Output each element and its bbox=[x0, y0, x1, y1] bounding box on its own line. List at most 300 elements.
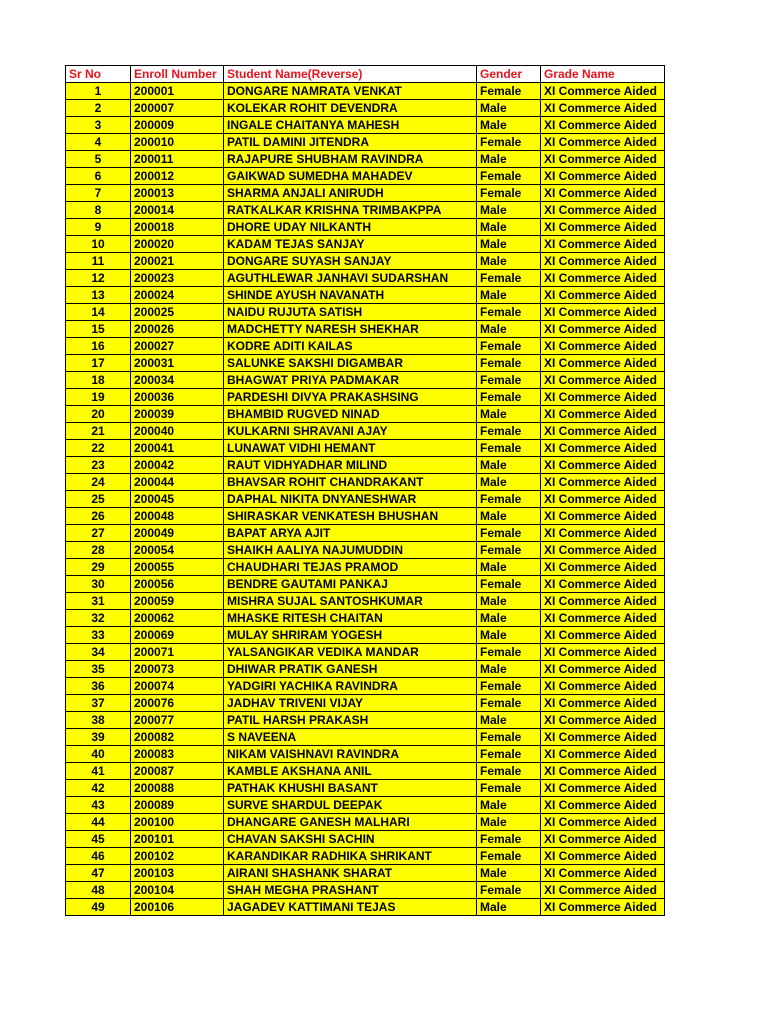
cell-grade-name: XI Commerce Aided bbox=[541, 712, 665, 729]
cell-enroll-number: 200020 bbox=[131, 236, 224, 253]
cell-sr-no: 16 bbox=[66, 338, 131, 355]
cell-gender: Female bbox=[477, 729, 541, 746]
cell-grade-name: XI Commerce Aided bbox=[541, 372, 665, 389]
cell-enroll-number: 200103 bbox=[131, 865, 224, 882]
cell-gender: Male bbox=[477, 202, 541, 219]
cell-student-name: BENDRE GAUTAMI PANKAJ bbox=[224, 576, 477, 593]
cell-student-name: PATHAK KHUSHI BASANT bbox=[224, 780, 477, 797]
table-row bbox=[66, 627, 665, 644]
cell-enroll-number: 200062 bbox=[131, 610, 224, 627]
table-row bbox=[66, 525, 665, 542]
cell-student-name: NIKAM VAISHNAVI RAVINDRA bbox=[224, 746, 477, 763]
cell-student-name: BAPAT ARYA AJIT bbox=[224, 525, 477, 542]
cell-grade-name: XI Commerce Aided bbox=[541, 559, 665, 576]
table-row bbox=[66, 576, 665, 593]
cell-gender: Female bbox=[477, 746, 541, 763]
table-row bbox=[66, 100, 665, 117]
cell-gender: Female bbox=[477, 185, 541, 202]
cell-grade-name: XI Commerce Aided bbox=[541, 100, 665, 117]
cell-gender: Female bbox=[477, 882, 541, 899]
table-row bbox=[66, 134, 665, 151]
cell-gender: Female bbox=[477, 848, 541, 865]
cell-gender: Female bbox=[477, 695, 541, 712]
cell-student-name: CHAUDHARI TEJAS PRAMOD bbox=[224, 559, 477, 576]
cell-enroll-number: 200083 bbox=[131, 746, 224, 763]
cell-enroll-number: 200025 bbox=[131, 304, 224, 321]
cell-grade-name: XI Commerce Aided bbox=[541, 576, 665, 593]
cell-enroll-number: 200104 bbox=[131, 882, 224, 899]
cell-enroll-number: 200041 bbox=[131, 440, 224, 457]
cell-enroll-number: 200045 bbox=[131, 491, 224, 508]
cell-student-name: GAIKWAD SUMEDHA MAHADEV bbox=[224, 168, 477, 185]
cell-sr-no: 36 bbox=[66, 678, 131, 695]
cell-gender: Male bbox=[477, 627, 541, 644]
cell-grade-name: XI Commerce Aided bbox=[541, 678, 665, 695]
cell-student-name: MISHRA SUJAL SANTOSHKUMAR bbox=[224, 593, 477, 610]
cell-sr-no: 11 bbox=[66, 253, 131, 270]
cell-gender: Female bbox=[477, 168, 541, 185]
cell-grade-name: XI Commerce Aided bbox=[541, 338, 665, 355]
cell-sr-no: 22 bbox=[66, 440, 131, 457]
cell-enroll-number: 200010 bbox=[131, 134, 224, 151]
table-row bbox=[66, 831, 665, 848]
cell-sr-no: 20 bbox=[66, 406, 131, 423]
cell-sr-no: 39 bbox=[66, 729, 131, 746]
cell-grade-name: XI Commerce Aided bbox=[541, 304, 665, 321]
cell-gender: Male bbox=[477, 865, 541, 882]
cell-grade-name: XI Commerce Aided bbox=[541, 321, 665, 338]
cell-enroll-number: 200073 bbox=[131, 661, 224, 678]
cell-enroll-number: 200027 bbox=[131, 338, 224, 355]
cell-student-name: SHAIKH AALIYA NAJUMUDDIN bbox=[224, 542, 477, 559]
cell-enroll-number: 200024 bbox=[131, 287, 224, 304]
table-row bbox=[66, 559, 665, 576]
table-row bbox=[66, 406, 665, 423]
cell-gender: Female bbox=[477, 763, 541, 780]
cell-sr-no: 26 bbox=[66, 508, 131, 525]
cell-enroll-number: 200076 bbox=[131, 695, 224, 712]
cell-student-name: SHARMA ANJALI ANIRUDH bbox=[224, 185, 477, 202]
cell-enroll-number: 200011 bbox=[131, 151, 224, 168]
cell-gender: Male bbox=[477, 406, 541, 423]
cell-gender: Male bbox=[477, 797, 541, 814]
cell-enroll-number: 200007 bbox=[131, 100, 224, 117]
cell-grade-name: XI Commerce Aided bbox=[541, 440, 665, 457]
cell-grade-name: XI Commerce Aided bbox=[541, 406, 665, 423]
table-row bbox=[66, 457, 665, 474]
cell-sr-no: 42 bbox=[66, 780, 131, 797]
cell-enroll-number: 200048 bbox=[131, 508, 224, 525]
cell-student-name: SHAH MEGHA PRASHANT bbox=[224, 882, 477, 899]
cell-student-name: INGALE CHAITANYA MAHESH bbox=[224, 117, 477, 134]
cell-enroll-number: 200087 bbox=[131, 763, 224, 780]
table-row bbox=[66, 508, 665, 525]
cell-student-name: BHAMBID RUGVED NINAD bbox=[224, 406, 477, 423]
cell-student-name: DHORE UDAY NILKANTH bbox=[224, 219, 477, 236]
cell-gender: Male bbox=[477, 474, 541, 491]
table-row bbox=[66, 372, 665, 389]
cell-grade-name: XI Commerce Aided bbox=[541, 848, 665, 865]
cell-gender: Male bbox=[477, 151, 541, 168]
cell-sr-no: 17 bbox=[66, 355, 131, 372]
cell-gender: Female bbox=[477, 440, 541, 457]
cell-gender: Male bbox=[477, 117, 541, 134]
cell-sr-no: 40 bbox=[66, 746, 131, 763]
cell-grade-name: XI Commerce Aided bbox=[541, 780, 665, 797]
cell-student-name: BHAGWAT PRIYA PADMAKAR bbox=[224, 372, 477, 389]
header-student-name: Student Name(Reverse) bbox=[224, 66, 477, 83]
cell-gender: Male bbox=[477, 219, 541, 236]
table-row bbox=[66, 593, 665, 610]
cell-enroll-number: 200069 bbox=[131, 627, 224, 644]
cell-student-name: KOLEKAR ROHIT DEVENDRA bbox=[224, 100, 477, 117]
cell-grade-name: XI Commerce Aided bbox=[541, 151, 665, 168]
table-row bbox=[66, 474, 665, 491]
cell-gender: Male bbox=[477, 508, 541, 525]
cell-student-name: KULKARNI SHRAVANI AJAY bbox=[224, 423, 477, 440]
table-row bbox=[66, 253, 665, 270]
cell-gender: Female bbox=[477, 134, 541, 151]
cell-gender: Male bbox=[477, 712, 541, 729]
cell-gender: Male bbox=[477, 287, 541, 304]
cell-gender: Male bbox=[477, 610, 541, 627]
cell-enroll-number: 200042 bbox=[131, 457, 224, 474]
cell-grade-name: XI Commerce Aided bbox=[541, 134, 665, 151]
cell-sr-no: 14 bbox=[66, 304, 131, 321]
cell-grade-name: XI Commerce Aided bbox=[541, 644, 665, 661]
table-row bbox=[66, 321, 665, 338]
cell-sr-no: 35 bbox=[66, 661, 131, 678]
table-row bbox=[66, 389, 665, 406]
cell-grade-name: XI Commerce Aided bbox=[541, 474, 665, 491]
cell-gender: Female bbox=[477, 491, 541, 508]
cell-student-name: YALSANGIKAR VEDIKA MANDAR bbox=[224, 644, 477, 661]
cell-sr-no: 45 bbox=[66, 831, 131, 848]
cell-gender: Female bbox=[477, 780, 541, 797]
cell-student-name: RAJAPURE SHUBHAM RAVINDRA bbox=[224, 151, 477, 168]
cell-grade-name: XI Commerce Aided bbox=[541, 882, 665, 899]
table-row bbox=[66, 678, 665, 695]
table-row bbox=[66, 83, 665, 100]
cell-enroll-number: 200102 bbox=[131, 848, 224, 865]
cell-enroll-number: 200054 bbox=[131, 542, 224, 559]
table-row bbox=[66, 151, 665, 168]
cell-sr-no: 2 bbox=[66, 100, 131, 117]
cell-sr-no: 29 bbox=[66, 559, 131, 576]
cell-grade-name: XI Commerce Aided bbox=[541, 508, 665, 525]
cell-sr-no: 12 bbox=[66, 270, 131, 287]
cell-sr-no: 13 bbox=[66, 287, 131, 304]
cell-sr-no: 15 bbox=[66, 321, 131, 338]
cell-student-name: BHAVSAR ROHIT CHANDRAKANT bbox=[224, 474, 477, 491]
cell-sr-no: 43 bbox=[66, 797, 131, 814]
table-row bbox=[66, 287, 665, 304]
cell-sr-no: 24 bbox=[66, 474, 131, 491]
table-row bbox=[66, 746, 665, 763]
table-row bbox=[66, 304, 665, 321]
student-table bbox=[65, 65, 665, 916]
cell-student-name: PATIL HARSH PRAKASH bbox=[224, 712, 477, 729]
cell-grade-name: XI Commerce Aided bbox=[541, 610, 665, 627]
cell-gender: Female bbox=[477, 831, 541, 848]
cell-student-name: NAIDU RUJUTA SATISH bbox=[224, 304, 477, 321]
cell-student-name: JADHAV TRIVENI VIJAY bbox=[224, 695, 477, 712]
cell-gender: Female bbox=[477, 355, 541, 372]
cell-gender: Male bbox=[477, 100, 541, 117]
cell-student-name: SHINDE AYUSH NAVANATH bbox=[224, 287, 477, 304]
cell-sr-no: 10 bbox=[66, 236, 131, 253]
cell-enroll-number: 200009 bbox=[131, 117, 224, 134]
cell-gender: Male bbox=[477, 253, 541, 270]
table-row bbox=[66, 542, 665, 559]
cell-student-name: PARDESHI DIVYA PRAKASHSING bbox=[224, 389, 477, 406]
header-enroll-number: Enroll Number bbox=[131, 66, 224, 83]
cell-enroll-number: 200023 bbox=[131, 270, 224, 287]
cell-sr-no: 28 bbox=[66, 542, 131, 559]
cell-sr-no: 44 bbox=[66, 814, 131, 831]
header-gender: Gender bbox=[477, 66, 541, 83]
cell-student-name: KAMBLE AKSHANA ANIL bbox=[224, 763, 477, 780]
cell-gender: Female bbox=[477, 678, 541, 695]
header-row bbox=[66, 66, 665, 83]
cell-student-name: SURVE SHARDUL DEEPAK bbox=[224, 797, 477, 814]
table-row bbox=[66, 610, 665, 627]
table-row bbox=[66, 338, 665, 355]
cell-sr-no: 33 bbox=[66, 627, 131, 644]
cell-sr-no: 31 bbox=[66, 593, 131, 610]
cell-grade-name: XI Commerce Aided bbox=[541, 899, 665, 916]
cell-enroll-number: 200059 bbox=[131, 593, 224, 610]
table-row bbox=[66, 202, 665, 219]
cell-sr-no: 3 bbox=[66, 117, 131, 134]
cell-student-name: KADAM TEJAS SANJAY bbox=[224, 236, 477, 253]
cell-sr-no: 41 bbox=[66, 763, 131, 780]
table-row bbox=[66, 644, 665, 661]
cell-student-name: CHAVAN SAKSHI SACHIN bbox=[224, 831, 477, 848]
cell-enroll-number: 200026 bbox=[131, 321, 224, 338]
table-row bbox=[66, 236, 665, 253]
cell-enroll-number: 200036 bbox=[131, 389, 224, 406]
cell-student-name: LUNAWAT VIDHI HEMANT bbox=[224, 440, 477, 457]
cell-sr-no: 32 bbox=[66, 610, 131, 627]
cell-gender: Female bbox=[477, 338, 541, 355]
cell-student-name: AGUTHLEWAR JANHAVI SUDARSHAN bbox=[224, 270, 477, 287]
table-row bbox=[66, 440, 665, 457]
cell-enroll-number: 200082 bbox=[131, 729, 224, 746]
table-row bbox=[66, 729, 665, 746]
table-row bbox=[66, 814, 665, 831]
cell-enroll-number: 200056 bbox=[131, 576, 224, 593]
cell-student-name: RATKALKAR KRISHNA TRIMBAKPPA bbox=[224, 202, 477, 219]
cell-sr-no: 21 bbox=[66, 423, 131, 440]
cell-gender: Male bbox=[477, 661, 541, 678]
cell-sr-no: 9 bbox=[66, 219, 131, 236]
cell-grade-name: XI Commerce Aided bbox=[541, 253, 665, 270]
cell-grade-name: XI Commerce Aided bbox=[541, 236, 665, 253]
table-row bbox=[66, 168, 665, 185]
cell-student-name: MHASKE RITESH CHAITAN bbox=[224, 610, 477, 627]
cell-gender: Female bbox=[477, 576, 541, 593]
cell-gender: Female bbox=[477, 372, 541, 389]
cell-student-name: S NAVEENA bbox=[224, 729, 477, 746]
cell-grade-name: XI Commerce Aided bbox=[541, 729, 665, 746]
cell-enroll-number: 200034 bbox=[131, 372, 224, 389]
cell-enroll-number: 200055 bbox=[131, 559, 224, 576]
cell-sr-no: 6 bbox=[66, 168, 131, 185]
cell-enroll-number: 200021 bbox=[131, 253, 224, 270]
cell-sr-no: 47 bbox=[66, 865, 131, 882]
cell-gender: Female bbox=[477, 83, 541, 100]
cell-enroll-number: 200018 bbox=[131, 219, 224, 236]
cell-grade-name: XI Commerce Aided bbox=[541, 627, 665, 644]
cell-grade-name: XI Commerce Aided bbox=[541, 83, 665, 100]
cell-enroll-number: 200100 bbox=[131, 814, 224, 831]
cell-grade-name: XI Commerce Aided bbox=[541, 695, 665, 712]
cell-enroll-number: 200049 bbox=[131, 525, 224, 542]
table-body bbox=[66, 83, 665, 916]
table-row bbox=[66, 219, 665, 236]
cell-gender: Male bbox=[477, 236, 541, 253]
table-row bbox=[66, 797, 665, 814]
cell-sr-no: 46 bbox=[66, 848, 131, 865]
cell-sr-no: 19 bbox=[66, 389, 131, 406]
cell-enroll-number: 200001 bbox=[131, 83, 224, 100]
cell-sr-no: 5 bbox=[66, 151, 131, 168]
cell-grade-name: XI Commerce Aided bbox=[541, 542, 665, 559]
cell-sr-no: 48 bbox=[66, 882, 131, 899]
table-row bbox=[66, 695, 665, 712]
cell-enroll-number: 200106 bbox=[131, 899, 224, 916]
cell-grade-name: XI Commerce Aided bbox=[541, 593, 665, 610]
header-grade-name: Grade Name bbox=[541, 66, 665, 83]
cell-sr-no: 49 bbox=[66, 899, 131, 916]
cell-grade-name: XI Commerce Aided bbox=[541, 219, 665, 236]
cell-grade-name: XI Commerce Aided bbox=[541, 287, 665, 304]
cell-sr-no: 38 bbox=[66, 712, 131, 729]
cell-enroll-number: 200044 bbox=[131, 474, 224, 491]
cell-student-name: SHIRASKAR VENKATESH BHUSHAN bbox=[224, 508, 477, 525]
table-row bbox=[66, 270, 665, 287]
table-row bbox=[66, 865, 665, 882]
cell-enroll-number: 200071 bbox=[131, 644, 224, 661]
cell-student-name: DONGARE SUYASH SANJAY bbox=[224, 253, 477, 270]
cell-student-name: PATIL DAMINI JITENDRA bbox=[224, 134, 477, 151]
cell-gender: Female bbox=[477, 304, 541, 321]
cell-sr-no: 7 bbox=[66, 185, 131, 202]
cell-enroll-number: 200101 bbox=[131, 831, 224, 848]
cell-grade-name: XI Commerce Aided bbox=[541, 423, 665, 440]
table-row bbox=[66, 117, 665, 134]
cell-grade-name: XI Commerce Aided bbox=[541, 746, 665, 763]
cell-grade-name: XI Commerce Aided bbox=[541, 814, 665, 831]
table-row bbox=[66, 661, 665, 678]
cell-gender: Female bbox=[477, 423, 541, 440]
cell-gender: Female bbox=[477, 270, 541, 287]
cell-gender: Male bbox=[477, 457, 541, 474]
cell-enroll-number: 200089 bbox=[131, 797, 224, 814]
table-row bbox=[66, 355, 665, 372]
cell-gender: Male bbox=[477, 593, 541, 610]
cell-grade-name: XI Commerce Aided bbox=[541, 831, 665, 848]
cell-student-name: MULAY SHRIRAM YOGESH bbox=[224, 627, 477, 644]
cell-sr-no: 1 bbox=[66, 83, 131, 100]
table-row bbox=[66, 763, 665, 780]
cell-gender: Male bbox=[477, 899, 541, 916]
cell-enroll-number: 200013 bbox=[131, 185, 224, 202]
cell-enroll-number: 200012 bbox=[131, 168, 224, 185]
cell-grade-name: XI Commerce Aided bbox=[541, 117, 665, 134]
cell-gender: Male bbox=[477, 814, 541, 831]
cell-student-name: DHANGARE GANESH MALHARI bbox=[224, 814, 477, 831]
table-row bbox=[66, 780, 665, 797]
cell-grade-name: XI Commerce Aided bbox=[541, 865, 665, 882]
cell-student-name: RAUT VIDHYADHAR MILIND bbox=[224, 457, 477, 474]
table-row bbox=[66, 712, 665, 729]
cell-sr-no: 37 bbox=[66, 695, 131, 712]
cell-student-name: DHIWAR PRATIK GANESH bbox=[224, 661, 477, 678]
table-row bbox=[66, 882, 665, 899]
table-row bbox=[66, 848, 665, 865]
cell-sr-no: 27 bbox=[66, 525, 131, 542]
cell-sr-no: 8 bbox=[66, 202, 131, 219]
cell-gender: Female bbox=[477, 525, 541, 542]
cell-grade-name: XI Commerce Aided bbox=[541, 491, 665, 508]
cell-student-name: JAGADEV KATTIMANI TEJAS bbox=[224, 899, 477, 916]
cell-enroll-number: 200031 bbox=[131, 355, 224, 372]
cell-gender: Male bbox=[477, 321, 541, 338]
cell-student-name: AIRANI SHASHANK SHARAT bbox=[224, 865, 477, 882]
cell-student-name: KODRE ADITI KAILAS bbox=[224, 338, 477, 355]
cell-grade-name: XI Commerce Aided bbox=[541, 355, 665, 372]
cell-enroll-number: 200040 bbox=[131, 423, 224, 440]
cell-grade-name: XI Commerce Aided bbox=[541, 797, 665, 814]
table-row bbox=[66, 423, 665, 440]
cell-sr-no: 23 bbox=[66, 457, 131, 474]
cell-grade-name: XI Commerce Aided bbox=[541, 763, 665, 780]
cell-student-name: YADGIRI YACHIKA RAVINDRA bbox=[224, 678, 477, 695]
cell-sr-no: 34 bbox=[66, 644, 131, 661]
cell-student-name: DAPHAL NIKITA DNYANESHWAR bbox=[224, 491, 477, 508]
cell-sr-no: 4 bbox=[66, 134, 131, 151]
cell-grade-name: XI Commerce Aided bbox=[541, 270, 665, 287]
cell-sr-no: 30 bbox=[66, 576, 131, 593]
cell-gender: Male bbox=[477, 559, 541, 576]
cell-gender: Female bbox=[477, 644, 541, 661]
table-row bbox=[66, 491, 665, 508]
cell-student-name: MADCHETTY NARESH SHEKHAR bbox=[224, 321, 477, 338]
cell-grade-name: XI Commerce Aided bbox=[541, 168, 665, 185]
cell-student-name: SALUNKE SAKSHI DIGAMBAR bbox=[224, 355, 477, 372]
table-row bbox=[66, 185, 665, 202]
cell-enroll-number: 200014 bbox=[131, 202, 224, 219]
cell-student-name: DONGARE NAMRATA VENKAT bbox=[224, 83, 477, 100]
cell-sr-no: 18 bbox=[66, 372, 131, 389]
cell-grade-name: XI Commerce Aided bbox=[541, 525, 665, 542]
cell-gender: Female bbox=[477, 542, 541, 559]
cell-student-name: KARANDIKAR RADHIKA SHRIKANT bbox=[224, 848, 477, 865]
cell-gender: Female bbox=[477, 389, 541, 406]
cell-enroll-number: 200074 bbox=[131, 678, 224, 695]
cell-grade-name: XI Commerce Aided bbox=[541, 185, 665, 202]
cell-grade-name: XI Commerce Aided bbox=[541, 202, 665, 219]
cell-grade-name: XI Commerce Aided bbox=[541, 389, 665, 406]
cell-sr-no: 25 bbox=[66, 491, 131, 508]
cell-enroll-number: 200077 bbox=[131, 712, 224, 729]
cell-grade-name: XI Commerce Aided bbox=[541, 661, 665, 678]
header-sr-no: Sr No bbox=[66, 66, 131, 83]
table-row bbox=[66, 899, 665, 916]
cell-enroll-number: 200088 bbox=[131, 780, 224, 797]
